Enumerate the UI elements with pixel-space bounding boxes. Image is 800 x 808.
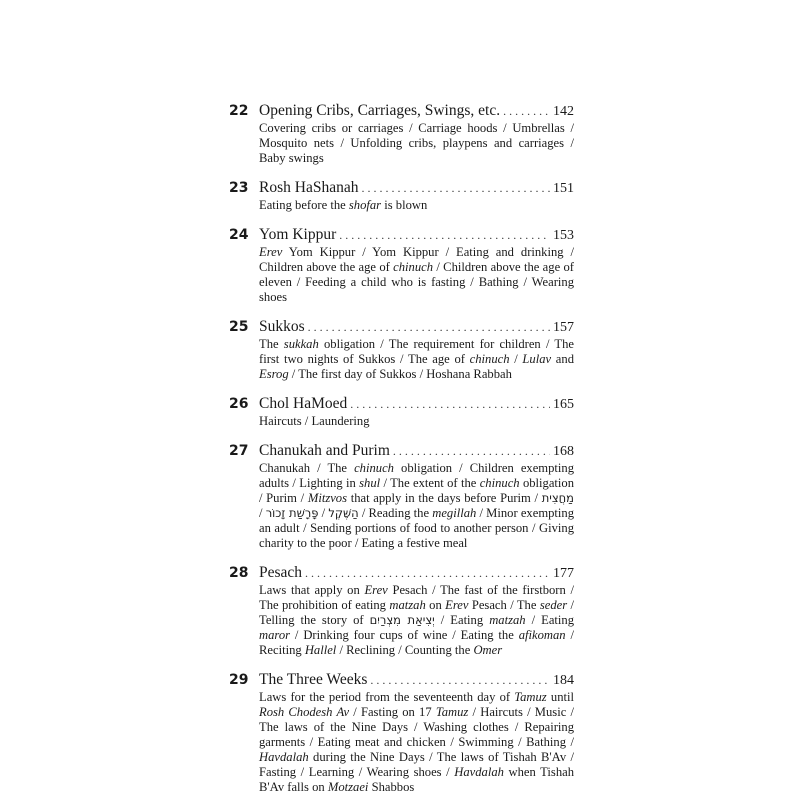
chapter-title: Pesach	[259, 564, 303, 581]
chapter-topics: Laws for the period from the seventeenth day of Tamuz until Rosh Chodesh Av / Fasting on 17 Tamuz / Haircuts / Music / The laws of the Nine Days / Washing clothes / Repairing garments / Eating meat and chicken / Swimming / Bathing / Havdalah during the Nine Days / The laws of Tishah B'Av / Fasting / Learning / Wearing shoes / Havdalah when Tishah B'Av falls on Motzaei Shabbos	[259, 690, 574, 794]
dot-leader	[339, 226, 550, 244]
toc-entry	[229, 671, 574, 795]
page-number: 168	[553, 444, 574, 459]
dot-leader	[350, 395, 550, 413]
page-number: 184	[553, 673, 574, 688]
chapter-number: 22	[229, 103, 249, 119]
page-number: 177	[553, 566, 574, 581]
chapter-title: Rosh HaShanah	[259, 179, 359, 196]
chapter-title: Chanukah and Purim	[259, 442, 390, 459]
page-number: 165	[553, 397, 574, 412]
chapter-number: 25	[229, 319, 249, 335]
chapter-number: 26	[229, 396, 249, 412]
chapter-number: 27	[229, 443, 249, 459]
chapter-topics: Covering cribs or carriages / Carriage hoods / Umbrellas / Mosquito nets / Unfolding cribs, playpens and carriages / Baby swings	[259, 121, 574, 165]
chapter-topics: The sukkah obligation / The requirement for children / The first two nights of Sukkos / The age of chinuch / Lulav and Esrog / The first day of Sukkos / Hoshana Rabbah	[259, 337, 574, 381]
chapter-topics: Chanukah / The chinuch obligation / Children exempting adults / Lighting in shul / The extent of the chinuch obligation / Purim / Mitzvos that apply in the days before Purim / מַחֲצִית / פָּרָשַׁת זָכוֹר / הַשֶּׁקֶל / Reading the megillah / Minor exempting an adult / Sending portions of food to another person / Giving charity to the poor / Eating a festive meal	[259, 461, 575, 550]
hebrew-text: מַחֲצִית	[541, 491, 574, 505]
toc-entry	[229, 226, 574, 305]
page-number: 153	[553, 228, 574, 243]
dot-leader	[370, 671, 550, 689]
table-of-contents	[229, 102, 574, 808]
dot-leader	[308, 318, 550, 336]
toc-entry	[229, 179, 574, 213]
page-number: 142	[553, 104, 574, 119]
toc-entry	[229, 564, 574, 658]
chapter-topics: Haircuts / Laundering	[259, 414, 370, 428]
chapter-heading[interactable]	[259, 395, 574, 414]
toc-entry	[229, 395, 574, 429]
chapter-heading[interactable]	[259, 102, 574, 121]
chapter-title: Sukkos	[259, 318, 305, 335]
chapter-number: 23	[229, 180, 249, 196]
toc-entry	[229, 102, 574, 166]
chapter-topics: Laws that apply on Erev Pesach / The fast of the firstborn / The prohibition of eating matzah on Erev Pesach / The seder / Telling the story of יְצִיאַת מִצְרַיִם / Eating matzah / Eating maror / Drinking four cups of wine / Eating the afikoman / Reciting Hallel / Reclining / Counting the Omer	[259, 583, 575, 657]
chapter-number: 28	[229, 565, 249, 581]
chapter-number: 29	[229, 672, 249, 688]
dot-leader	[503, 102, 550, 120]
chapter-heading[interactable]	[259, 226, 574, 245]
chapter-title: The Three Weeks	[259, 671, 368, 688]
chapter-number: 24	[229, 227, 249, 243]
chapter-title: Yom Kippur	[259, 226, 337, 243]
dot-leader	[305, 564, 550, 582]
dot-leader	[361, 179, 550, 197]
page-number: 157	[553, 320, 574, 335]
chapter-heading[interactable]	[259, 564, 574, 583]
chapter-heading[interactable]	[259, 442, 574, 461]
dot-leader	[393, 442, 550, 460]
toc-entry	[229, 318, 574, 382]
chapter-heading[interactable]	[259, 671, 574, 690]
chapter-title: Opening Cribs, Carriages, Swings, etc.	[259, 102, 501, 119]
chapter-heading[interactable]	[259, 318, 574, 337]
chapter-topics: Eating before the shofar is blown	[259, 198, 428, 212]
hebrew-text: הַשֶּׁקֶל	[328, 506, 359, 520]
chapter-title: Chol HaMoed	[259, 395, 348, 412]
chapter-heading[interactable]	[259, 179, 574, 198]
chapter-topics: Erev Yom Kippur / Yom Kippur / Eating and drinking / Children above the age of chinuch / Children above the age of eleven / Feeding a child who is fasting / Bathing / Wearing shoes	[259, 245, 574, 304]
page-number: 151	[553, 181, 574, 196]
hebrew-text: פָּרָשַׁת זָכוֹר	[265, 506, 319, 520]
toc-entry	[229, 442, 574, 551]
hebrew-text: יְצִיאַת מִצְרַיִם	[369, 613, 435, 627]
